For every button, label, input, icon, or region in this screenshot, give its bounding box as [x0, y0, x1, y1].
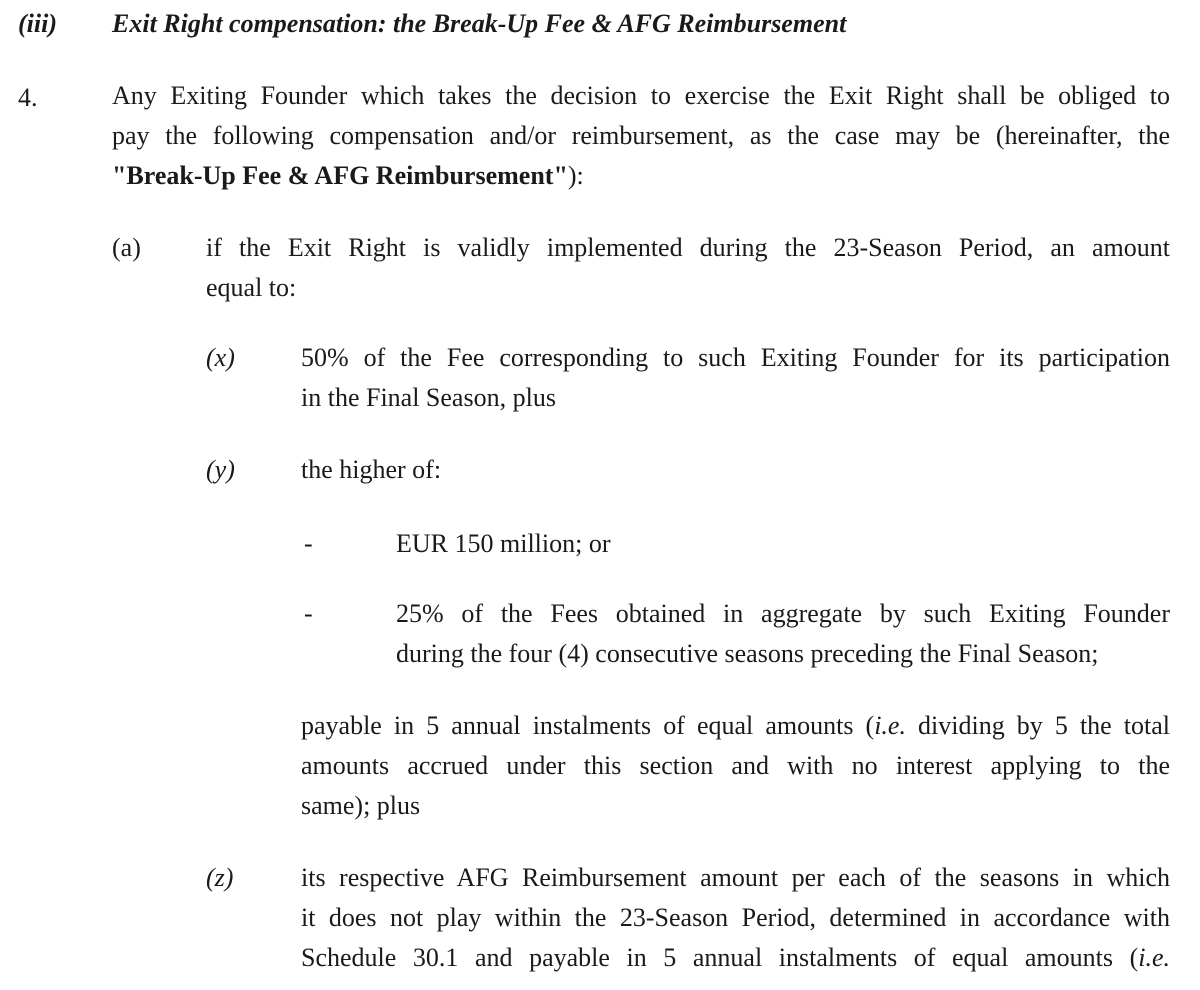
section-number: (iii)	[18, 9, 57, 38]
payable-line-1-post: dividing by 5 the total	[905, 711, 1171, 740]
clause-line-3	[112, 156, 584, 196]
item-z-line-2: it does not play within the 23-Season Period, determined in accordance with	[301, 903, 1170, 932]
payable-line-2: amounts accrued under this section and with no interest applying to the	[301, 751, 1170, 780]
item-x-line-1: 50% of the Fee corresponding to such Exiting Founder for its participation	[301, 343, 1170, 372]
payable-line-1	[301, 706, 1170, 746]
item-z-line-3	[301, 938, 1170, 978]
item-a-label: (a)	[112, 233, 141, 262]
item-a-line-2: equal to:	[206, 273, 297, 302]
bullet-2-line-1: 25% of the Fees obtained in aggregate by such Exiting Founder	[396, 599, 1170, 628]
bullet-dash: -	[304, 529, 313, 558]
section-title: Exit Right compensation: the Break-Up Fee & AFG Reimbursement	[112, 9, 847, 38]
item-a-line-1: if the Exit Right is validly implemented during the 23-Season Period, an amount	[206, 233, 1170, 262]
item-y-text: the higher of:	[301, 455, 442, 484]
payable-line-3: same); plus	[301, 791, 421, 820]
clause-line-2: pay the following compensation and/or reimbursement, as the case may be (hereinafter, the	[112, 121, 1170, 150]
ie-abbrev: i.e.	[874, 711, 906, 740]
item-z-label: (z)	[206, 863, 234, 892]
bullet-2-line-2: during the four (4) consecutive seasons preceding the Final Season;	[396, 639, 1099, 668]
item-z-line-1: its respective AFG Reimbursement amount per each of the seasons in which	[301, 863, 1170, 892]
payable-line-1-pre: payable in 5 annual instalments of equal amounts (	[301, 711, 875, 740]
ie-abbrev: i.e.	[1138, 943, 1170, 972]
item-z-line-3-pre: Schedule 30.1 and payable in 5 annual instalments of equal amounts (	[301, 943, 1139, 972]
clause-line-1: Any Exiting Founder which takes the decision to exercise the Exit Right shall be obliged to	[112, 81, 1170, 110]
bullet-dash: -	[304, 599, 313, 628]
bullet-1-text: EUR 150 million; or	[396, 529, 611, 558]
clause-number: 4.	[18, 83, 38, 112]
item-x-line-2: in the Final Season, plus	[301, 383, 556, 412]
clause-line-3-tail: ):	[567, 161, 584, 190]
item-x-label: (x)	[206, 343, 235, 372]
item-y-label: (y)	[206, 455, 235, 484]
defined-term: "Break-Up Fee & AFG Reimbursement"	[112, 161, 568, 190]
